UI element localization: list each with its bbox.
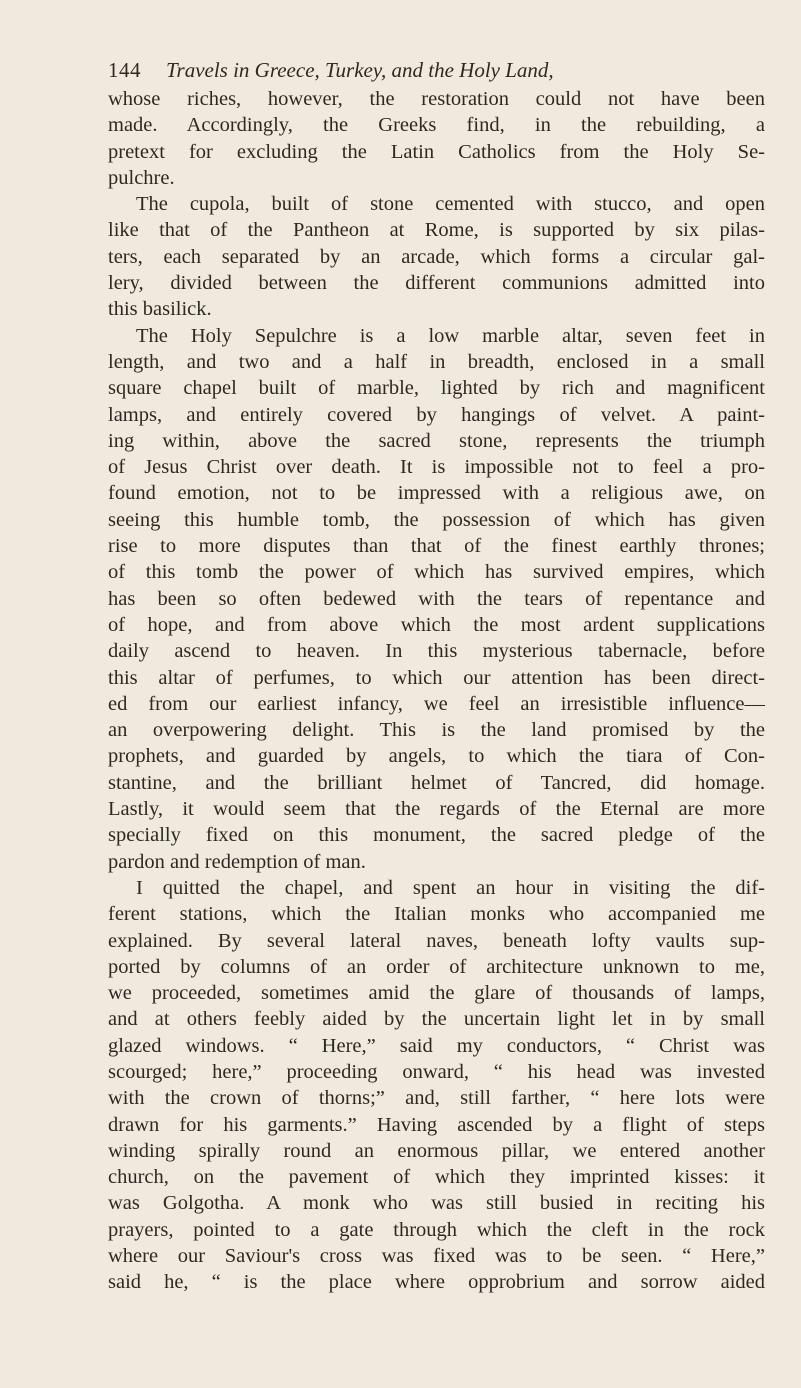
- text-line: scourged; here,” proceeding onward, “ his head was invested: [108, 1060, 765, 1083]
- text-line: like that of the Pantheon at Rome, is supported by six pilas-: [108, 219, 765, 242]
- text-line: drawn for his garments.” Having ascended by a flight of steps: [108, 1113, 765, 1136]
- text-line: made. Accordingly, the Greeks find, in the rebuilding, a: [108, 114, 765, 137]
- text-line: Lastly, it would seem that the regards of the Eternal are more: [108, 798, 765, 821]
- text-line: I quitted the chapel, and spent an hour in visiting the dif-: [136, 876, 765, 899]
- text-line: pretext for excluding the Latin Catholics from the Holy Se-: [108, 140, 765, 163]
- text-line: whose riches, however, the restoration could not have been: [108, 88, 765, 110]
- text-line: The Holy Sepulchre is a low marble altar, seven feet in: [136, 324, 765, 347]
- text-line: ported by columns of an order of architecture unknown to me,: [108, 955, 765, 978]
- text-line: ters, each separated by an arcade, which forms a circular gal-: [108, 245, 765, 268]
- text-line: where our Saviour's cross was fixed was to be seen. “ Here,”: [108, 1245, 765, 1268]
- text-line: and at others feebly aided by the uncertain light let in by small: [108, 1008, 765, 1031]
- text-line: length, and two and a half in breadth, enclosed in a small: [108, 350, 765, 373]
- text-line: prayers, pointed to a gate through which the cleft in the rock: [108, 1218, 765, 1241]
- text-line: of this tomb the power of which has survived empires, which: [108, 561, 765, 584]
- text-line: ed from our earliest infancy, we feel an irresistible influence—: [108, 692, 765, 715]
- body-text: [108, 86, 765, 1296]
- text-line: pulchre.: [108, 166, 175, 189]
- text-line: said he, “ is the place where opprobrium and sorrow aided: [108, 1271, 765, 1294]
- text-line: explained. By several lateral naves, beneath lofty vaults sup-: [108, 929, 765, 952]
- text-line: with the crown of thorns;” and, still farther, “ here lots were: [108, 1087, 765, 1110]
- text-line: square chapel built of marble, lighted by rich and magnificent: [108, 377, 765, 400]
- text-line: has been so often bedewed with the tears of repentance and: [108, 587, 765, 610]
- text-line: of Jesus Christ over death. It is impossible not to feel a pro-: [108, 456, 765, 479]
- text-line: specially fixed on this monument, the sacred pledge of the: [108, 824, 765, 847]
- text-line: this altar of perfumes, to which our attention has been direct-: [108, 666, 765, 689]
- text-line: winding spirally round an enormous pillar, we entered another: [108, 1139, 765, 1162]
- text-line: church, on the pavement of which they imprinted kisses: it: [108, 1166, 765, 1189]
- text-line: this basilick.: [108, 298, 212, 321]
- text-line: pardon and redemption of man.: [108, 850, 366, 873]
- text-line: lery, divided between the different communions admitted into: [108, 272, 765, 295]
- text-line: was Golgotha. A monk who was still busied in reciting his: [108, 1192, 765, 1215]
- text-line: rise to more disputes than that of the finest earthly thrones;: [108, 535, 765, 558]
- text-line: we proceeded, sometimes amid the glare of thousands of lamps,: [108, 982, 765, 1005]
- text-line: ferent stations, which the Italian monks who accompanied me: [108, 903, 765, 926]
- page-number: 144: [108, 58, 141, 82]
- text-line: seeing this humble tomb, the possession of which has given: [108, 508, 765, 531]
- text-line: stantine, and the brilliant helmet of Tancred, did homage.: [108, 771, 765, 794]
- text-line: prophets, and guarded by angels, to which the tiara of Con-: [108, 745, 765, 768]
- text-line: lamps, and entirely covered by hangings of velvet. A paint-: [108, 403, 765, 426]
- running-title: Travels in Greece, Turkey, and the Holy Land,: [166, 58, 554, 82]
- running-header: [108, 58, 768, 88]
- text-line: of hope, and from above which the most ardent supplications: [108, 613, 765, 636]
- text-line: daily ascend to heaven. In this mysterious tabernacle, before: [108, 640, 765, 663]
- text-line: glazed windows. “ Here,” said my conductors, “ Christ was: [108, 1034, 765, 1057]
- text-line: an overpowering delight. This is the land promised by the: [108, 719, 765, 742]
- text-line: found emotion, not to be impressed with a religious awe, on: [108, 482, 765, 505]
- text-line: ing within, above the sacred stone, represents the triumph: [108, 429, 765, 452]
- text-line: The cupola, built of stone cemented with stucco, and open: [136, 193, 765, 216]
